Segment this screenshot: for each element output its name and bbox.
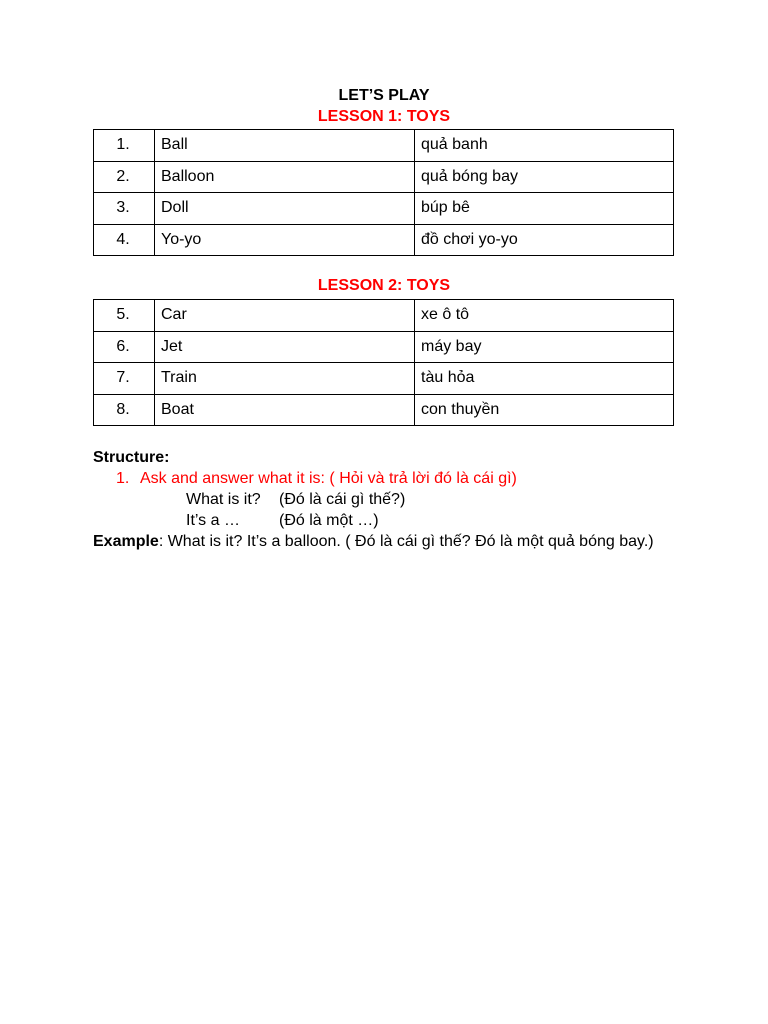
vietnamese-meaning: búp bê	[415, 193, 674, 225]
answer-pattern	[93, 510, 733, 531]
example-line	[93, 531, 733, 552]
example-text: : What is it? It’s a balloon. ( Đó là cái gì thế? Đó là một quả bóng bay.)	[158, 533, 654, 550]
question-pattern	[93, 489, 733, 510]
row-number: 8.	[94, 394, 155, 426]
table-row	[94, 300, 674, 332]
row-number: 3.	[94, 193, 155, 225]
lesson-2-vocabulary-table	[93, 299, 674, 426]
english-word: Train	[155, 363, 415, 395]
english-word: Jet	[155, 331, 415, 363]
row-number: 4.	[94, 224, 155, 256]
row-number: 2.	[94, 161, 155, 193]
table-row	[94, 193, 674, 225]
point-number: 1.	[116, 470, 130, 487]
vietnamese-meaning: xe ô tô	[415, 300, 674, 332]
point-text: Ask and answer what it is: ( Hỏi và trả lời đó là cái gì)	[140, 470, 517, 487]
english-word: Yo-yo	[155, 224, 415, 256]
vietnamese-meaning: quả banh	[415, 130, 674, 162]
row-number: 5.	[94, 300, 155, 332]
vietnamese-meaning: máy bay	[415, 331, 674, 363]
table-row	[94, 363, 674, 395]
structure-heading: Structure:	[93, 449, 170, 466]
english-word: Balloon	[155, 161, 415, 193]
vietnamese-meaning: đồ chơi yo-yo	[415, 224, 674, 256]
row-number: 7.	[94, 363, 155, 395]
english-word: Car	[155, 300, 415, 332]
lesson-2-title: LESSON 2: TOYS	[317, 277, 451, 294]
english-word: Ball	[155, 130, 415, 162]
row-number: 6.	[94, 331, 155, 363]
vietnamese-meaning: tàu hỏa	[415, 363, 674, 395]
answer-translation: (Đó là một …)	[279, 512, 379, 529]
english-word: Boat	[155, 394, 415, 426]
table-row	[94, 161, 674, 193]
vietnamese-meaning: quả bóng bay	[415, 161, 674, 193]
page-title: LET’S PLAY	[338, 87, 430, 104]
english-word: Doll	[155, 193, 415, 225]
table-row	[94, 331, 674, 363]
question-translation: (Đó là cái gì thế?)	[279, 491, 406, 508]
table-row	[94, 394, 674, 426]
lesson-1-vocabulary-table	[93, 129, 674, 256]
question-text: What is it?	[186, 491, 261, 508]
answer-text: It’s a …	[186, 512, 240, 529]
lesson-1-title: LESSON 1: TOYS	[317, 108, 451, 125]
row-number: 1.	[94, 130, 155, 162]
vietnamese-meaning: con thuyền	[415, 394, 674, 426]
structure-point	[93, 468, 733, 489]
table-row	[94, 224, 674, 256]
example-label: Example	[93, 533, 159, 550]
structure-section	[93, 447, 733, 552]
table-row	[94, 130, 674, 162]
